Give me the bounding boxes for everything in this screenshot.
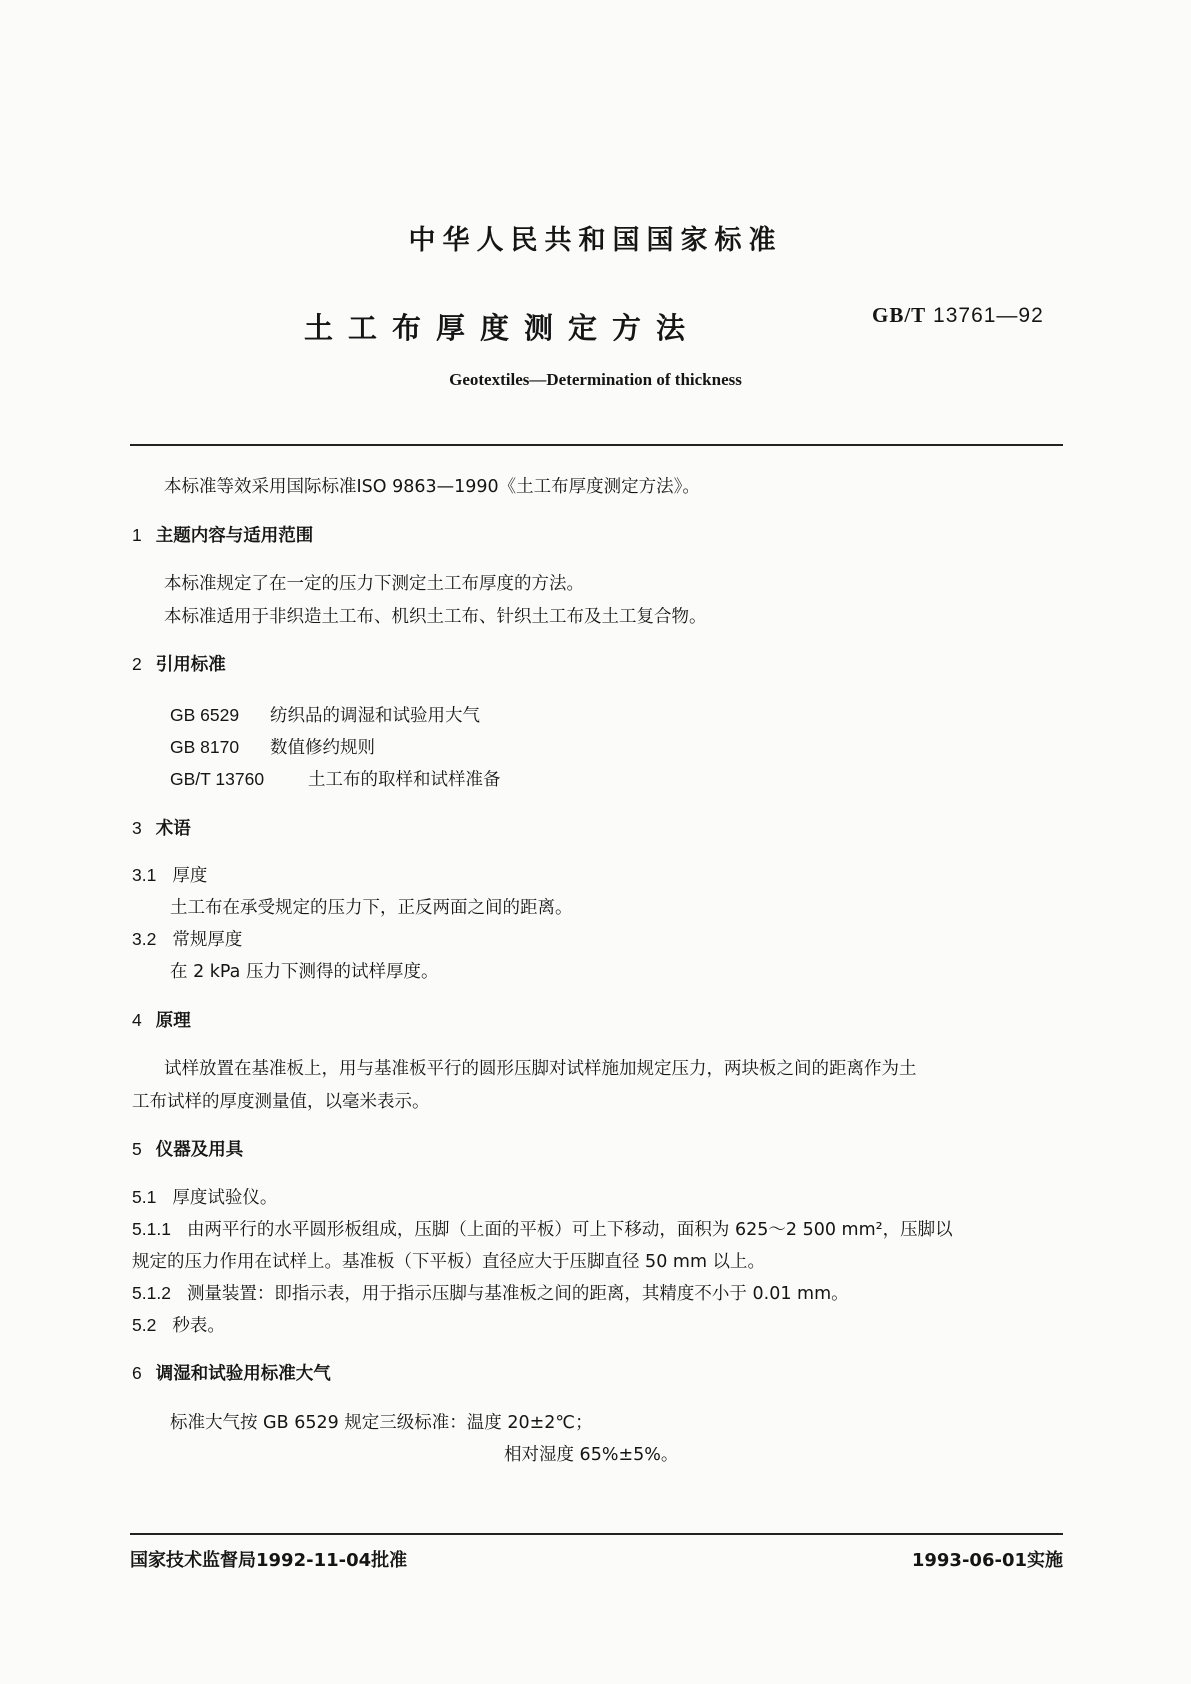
clause-number: 5.1	[132, 1187, 157, 1207]
clause-5-1-1-continued: 规定的压力作用在试样上。基准板（下平板）直径应大于压脚直径 50 mm 以上。	[132, 1252, 766, 1272]
section-title: 原理	[155, 1011, 191, 1031]
section-title: 引用标准	[155, 655, 226, 675]
term-title: 厚度	[172, 866, 208, 886]
header-divider	[130, 444, 1063, 446]
reference-name: 数值修约规则	[270, 738, 375, 758]
reference-code: GB 6529	[170, 705, 240, 725]
term-3-1-definition: 土工布在承受规定的压力下，正反两面之间的距离。	[170, 898, 573, 918]
clause-text: 秒表。	[172, 1316, 225, 1336]
section-6-line-2: 相对湿度 65%±5%。	[504, 1445, 679, 1465]
section-2-heading	[132, 651, 226, 676]
reference-code: GB 8170	[170, 737, 240, 757]
document-title: 土工布厚度测定方法	[304, 311, 701, 345]
approval-date: 国家技术监督局1992-11-04批准	[130, 1550, 408, 1571]
section-number: 5	[132, 1139, 142, 1159]
standard-code: 13761—92	[933, 304, 1044, 327]
section-title: 仪器及用具	[155, 1140, 244, 1160]
section-6-line-1: 标准大气按 GB 6529 规定三级标准：温度 20±2℃；	[170, 1413, 593, 1433]
effective-date: 1993-06-01实施	[911, 1550, 1063, 1571]
standard-prefix: GB/T	[872, 303, 927, 327]
clause-number: 5.2	[132, 1315, 157, 1335]
intro-paragraph: 本标准等效采用国际标准ISO 9863—1990《土工布厚度测定方法》。	[164, 477, 700, 497]
clause-number: 5.1.2	[132, 1283, 171, 1303]
clause-number: 5.1.1	[132, 1219, 171, 1239]
section-number: 3	[132, 818, 142, 838]
national-standard-header: 中华人民共和国国家标准	[408, 225, 783, 256]
section-4-line-2: 工布试样的厚度测量值，以毫米表示。	[132, 1092, 430, 1112]
section-number: 2	[132, 654, 142, 674]
section-1-paragraph-1: 本标准规定了在一定的压力下测定土工布厚度的方法。	[164, 574, 584, 594]
term-3-1	[132, 862, 207, 887]
section-1-paragraph-2: 本标准适用于非织造土工布、机织土工布、针织土工布及土工复合物。	[164, 607, 707, 627]
clause-number: 3.1	[132, 865, 157, 885]
reference-row	[170, 734, 375, 759]
section-6-heading	[132, 1360, 331, 1385]
term-title: 常规厚度	[172, 930, 243, 950]
clause-5-1	[132, 1184, 277, 1209]
section-title: 术语	[155, 819, 191, 839]
standard-number	[872, 303, 1044, 328]
clause-text: 测量装置：即指示表，用于指示压脚与基准板之间的距离，其精度不小于 0.01 mm。	[186, 1284, 849, 1304]
section-4-heading	[132, 1007, 191, 1032]
reference-row	[170, 702, 480, 727]
clause-text: 由两平行的水平圆形板组成，压脚（上面的平板）可上下移动，面积为 625～2 500 mm²，压脚以	[186, 1220, 953, 1240]
section-3-heading	[132, 815, 191, 840]
reference-name: 纺织品的调湿和试验用大气	[270, 706, 480, 726]
section-number: 4	[132, 1010, 142, 1030]
section-4-line-1: 试样放置在基准板上，用与基准板平行的圆形压脚对试样施加规定压力，两块板之间的距离作为土	[164, 1059, 917, 1079]
section-title: 调湿和试验用标准大气	[155, 1364, 331, 1384]
reference-code: GB/T 13760	[170, 769, 265, 789]
reference-name: 土工布的取样和试样准备	[308, 770, 501, 790]
clause-5-2	[132, 1312, 225, 1337]
clause-text: 厚度试验仪。	[172, 1188, 278, 1208]
section-title: 主题内容与适用范围	[155, 526, 314, 546]
clause-5-1-1	[132, 1216, 953, 1241]
section-1-heading	[132, 522, 313, 547]
section-number: 6	[132, 1363, 142, 1383]
term-3-2-definition: 在 2 kPa 压力下测得的试样厚度。	[170, 962, 439, 982]
term-3-2	[132, 926, 242, 951]
clause-number: 3.2	[132, 929, 157, 949]
english-title: Geotextiles—Determination of thickness	[449, 370, 742, 389]
section-5-heading	[132, 1136, 243, 1161]
reference-row	[170, 766, 501, 791]
section-number: 1	[132, 525, 142, 545]
footer-divider	[130, 1533, 1063, 1535]
clause-5-1-2	[132, 1280, 849, 1305]
